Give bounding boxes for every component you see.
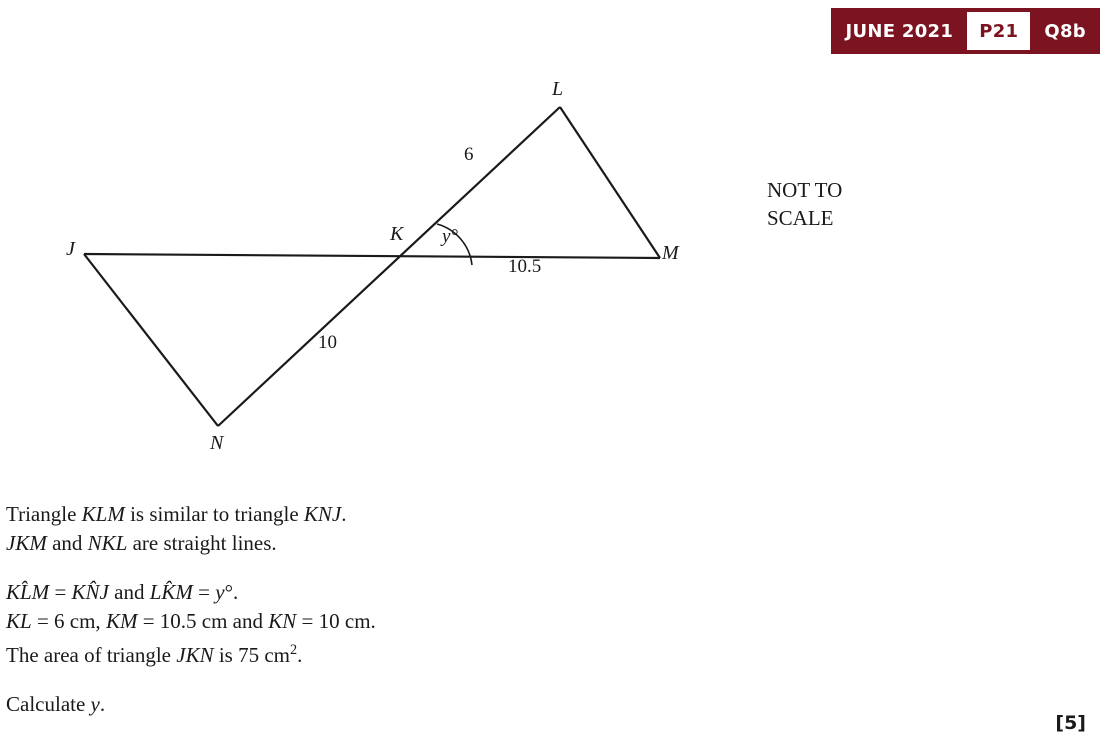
line-jkm bbox=[84, 254, 660, 258]
q6-part-c: . bbox=[99, 692, 106, 716]
q4-km-value: = 10.5 cm and bbox=[137, 609, 269, 633]
q2-part-b: and bbox=[46, 531, 88, 555]
q4-kl: KL bbox=[6, 609, 32, 633]
question-line-4 bbox=[6, 607, 906, 636]
q3-eq-2: = bbox=[192, 580, 216, 604]
q3-and: and bbox=[108, 580, 150, 604]
q3-angle-lkm: LK̂M bbox=[149, 580, 193, 604]
vertex-label-j: J bbox=[66, 238, 75, 260]
paragraph-gap-1 bbox=[6, 558, 906, 578]
side-label-kn: 10 bbox=[318, 332, 337, 353]
q5-triangle-jkn: JKN bbox=[176, 643, 214, 667]
question-line-6 bbox=[6, 690, 906, 719]
figure-drawing bbox=[0, 60, 760, 480]
q3-angle-klm: KL̂M bbox=[6, 580, 50, 604]
q1-part-d: KNJ bbox=[303, 502, 342, 526]
angle-label-y: y° bbox=[442, 226, 459, 247]
q2-part-d: are straight lines. bbox=[127, 531, 277, 555]
badge-question: Q8b bbox=[1044, 20, 1086, 42]
not-to-scale-line1: NOT TO bbox=[767, 178, 843, 202]
not-to-scale-line2: SCALE bbox=[767, 206, 834, 230]
marks-allocation: [5] bbox=[1055, 712, 1086, 734]
q1-part-c: is similar to triangle bbox=[124, 502, 304, 526]
q4-kn-value: = 10 cm. bbox=[296, 609, 376, 633]
badge-session: JUNE 2021 bbox=[845, 20, 954, 42]
vertex-label-n: N bbox=[210, 432, 224, 454]
vertex-label-m: M bbox=[662, 242, 679, 264]
badge-paper: P21 bbox=[967, 12, 1030, 50]
q2-part-a: JKM bbox=[6, 531, 47, 555]
q4-km: KM bbox=[105, 609, 138, 633]
q5-superscript: 2 bbox=[290, 642, 298, 658]
vertex-label-l: L bbox=[552, 78, 564, 100]
geometry-figure bbox=[0, 60, 760, 480]
question-statement bbox=[6, 500, 906, 719]
q4-kn: KN bbox=[268, 609, 297, 633]
q3-eq-1: = bbox=[49, 580, 72, 604]
q3-angle-knj: KN̂J bbox=[71, 580, 109, 604]
side-label-km: 10.5 bbox=[508, 256, 542, 277]
side-label-kl: 6 bbox=[464, 144, 474, 165]
q4-kl-value: = 6 cm, bbox=[31, 609, 106, 633]
line-lm bbox=[560, 107, 660, 258]
q1-part-e: . bbox=[341, 502, 347, 526]
q5-part-d: . bbox=[297, 643, 303, 667]
vertex-label-k: K bbox=[390, 223, 404, 245]
question-line-1 bbox=[6, 500, 906, 529]
q5-part-a: The area of triangle bbox=[6, 643, 177, 667]
question-line-2 bbox=[6, 529, 906, 558]
q1-part-b: KLM bbox=[81, 502, 125, 526]
q3-degree: °. bbox=[224, 580, 239, 604]
q6-part-a: Calculate bbox=[6, 692, 91, 716]
question-line-5 bbox=[6, 636, 906, 670]
q3-variable-y: y bbox=[215, 580, 225, 604]
question-line-3 bbox=[6, 578, 906, 607]
line-jn bbox=[84, 254, 218, 426]
not-to-scale-note bbox=[767, 176, 842, 232]
q5-part-c: is 75 cm bbox=[213, 643, 291, 667]
q6-variable-y: y bbox=[90, 692, 100, 716]
paragraph-gap-2 bbox=[6, 670, 906, 690]
exam-reference-badge bbox=[831, 8, 1100, 54]
q1-part-a: Triangle bbox=[6, 502, 82, 526]
q2-part-c: NKL bbox=[87, 531, 128, 555]
